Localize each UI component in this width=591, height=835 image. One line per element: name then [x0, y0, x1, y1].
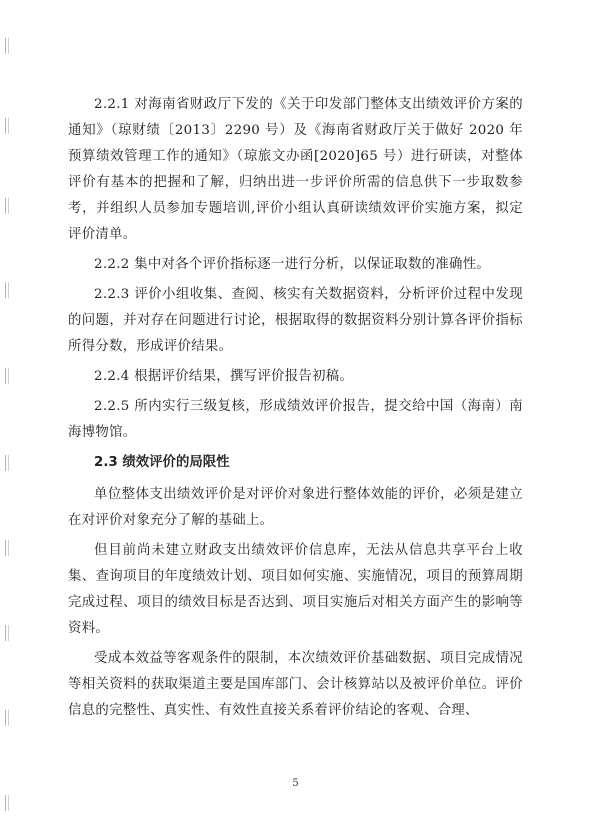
- binding-mark: [5, 710, 9, 726]
- binding-mark: [5, 282, 9, 298]
- paragraph-2-2-2: 2.2.2 集中对各个评价指标逐一进行分析，以保证取数的准确性。: [94, 257, 491, 272]
- section-heading-2-3: 2.3 绩效评价的局限性: [94, 455, 230, 470]
- binding-mark: [5, 198, 9, 214]
- body-paragraph: 但目前尚未建立财政支出绩效评价信息库，无法从信息共享平台上收集、查询项目的年度绩效计划、项目如何实施、实施情况，项目的预算周期完成过程、项目的绩效目标是否达到、项目实施后对相关方面产生的影响等资料。: [68, 543, 523, 636]
- document-body: [68, 92, 523, 728]
- binding-mark: [5, 625, 9, 641]
- binding-mark: [5, 540, 9, 556]
- body-paragraph: 受成本效益等客观条件的限制，本次绩效评价基础数据、项目完成情况等相关资料的获取渠道主要是国库部门、会计核算站以及被评价单位。评价信息的完整性、真实性、有效性直接关系着评价结论的客观、合理、: [68, 651, 523, 718]
- binding-mark: [5, 38, 9, 54]
- binding-hole-marks: [2, 0, 14, 835]
- binding-mark: [5, 795, 9, 811]
- paragraph-2-2-3: 2.2.3 评价小组收集、查阅、核实有关数据资料，分析评价过程中发现的问题，并对存在问题进行讨论，根据取得的数据资料分别计算各评价指标所得分数，形成评价结果。: [68, 287, 523, 354]
- paragraph-2-2-4: 2.2.4 根据评价结果，撰写评价报告初稿。: [94, 369, 354, 384]
- binding-mark: [5, 118, 9, 134]
- page-number: 5: [292, 778, 299, 789]
- body-paragraph: 单位整体支出绩效评价是对评价对象进行整体效能的评价，必须是建立在对评价对象充分了解的基础上。: [68, 487, 523, 528]
- paragraph-2-2-1: 2.2.1 对海南省财政厅下发的《关于印发部门整体支出绩效评价方案的通知》（琼财绩〔2013〕2290 号）及《海南省财政厅关于做好 2020 年预算绩效管理工作的通知》（琼旅文办函[2020]65 号）进行研读，对整体评价有基本的把握和了解，归纳出进一步评价所需的信息供下一步取数参考，并组织人员参加专题培训,评价小组认真研读绩效评价实施方案，拟定评价清单。: [68, 97, 523, 242]
- binding-mark: [5, 368, 9, 384]
- paragraph-2-2-5: 2.2.5 所内实行三级复核，形成绩效评价报告，提交给中国（海南）南海博物馆。: [68, 399, 523, 440]
- binding-mark: [5, 455, 9, 471]
